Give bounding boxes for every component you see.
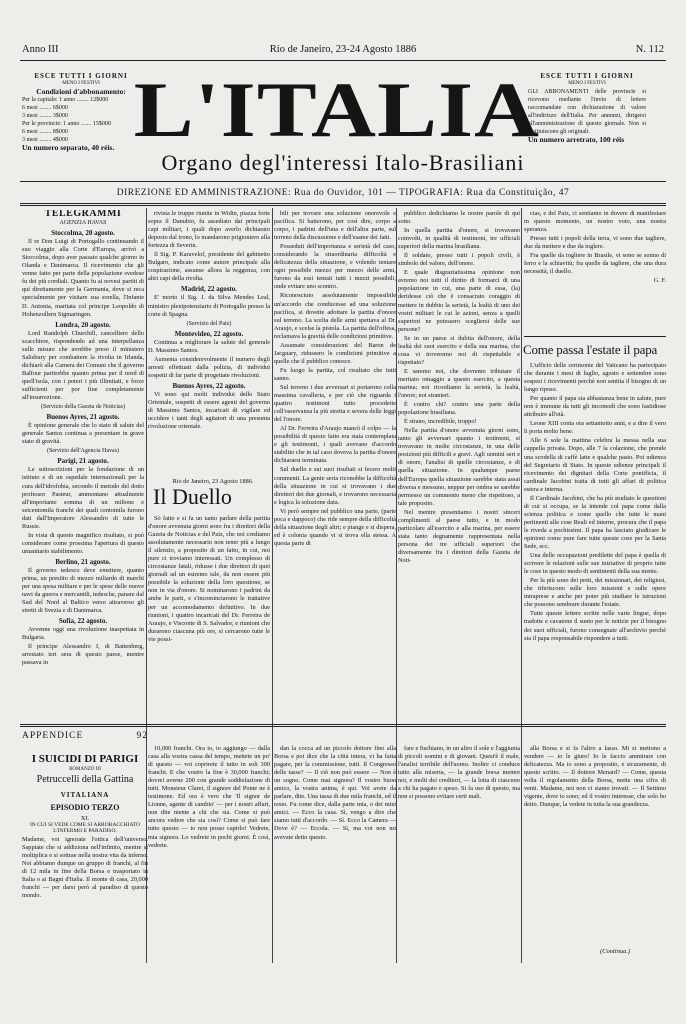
source-line: (Servizio della Gazeta de Noticias) [41, 404, 125, 411]
novel-text: Madame, voi ignorate l'ottica dell'universo. Sappiate che si addiziona nell'infinito, mentre si moltiplica e si sottrae nella nostra vita da inferno. Noi abbiamo dunque un gruppo di franchi, al fin di 12 mila in fine della Borsa e trasportato in Italia o ai Bagni d'Italia. Il monte di casa, 20,000 franchi — per darsi però al paradiso di questo mondo. [22, 836, 148, 899]
paragraph: alla Borsa e si fa l'altro a lasso. Mi si mettono a vendere — io le giuro! Io le faccio ammirare con delicatezza. Ma io sono a proposito, e sicuramente, di questo scritto. — Il dottore Menard? — Come, questa volta il regolamento della Borsa, mette una cifra di venti. Madame, noi non ci siamo trovati. — Il Settimo vigente, dove io sono; ed il vostro interesse, che solo ho detto. Dunque, la vedete in tutta la sua grandezza. [524, 745, 666, 809]
source-line: (Servizio dell'Agencia Havas) [46, 448, 120, 455]
paragraph: Posseduti dell'importanza e serietà del caso, considerando la straordinaria difficoltà e delicatezza della situazione, e volendo tentare ogni possibile mezzo per mezzo delle armi, furono da essi tentati tutti i mezzi possibili, onde evitare uno scontro. [274, 243, 396, 291]
paragraph: 10,000 franchi. Ora io, io aggiungo — dalla casa alla vostra cassa del tempo, mettete un po' di questo — voi coprirete il tutto in soli 300 franchi. E che vostro la fine è 30,000 franchi; dovrei averne 200 con grande soddisfazione di tutti. Monsieur Claret, il signore del Ponte ne è testimone. Ed ora è vero che 'Il signor de Lionne, agente di cambio' — per i nostri affari, non dite niente a chi che sia. Come si può ancora vedere che sia così? Come si può fare tutto questo — io non posso capirlo! Vedrete, mia signora. Lo vedrete in pochi giorni. È così, vedrete. [148, 745, 270, 849]
paragraph: In quella partita d'onore, si trovavano coinvolti, in qualità di testimoni, tre ufficiali superiori della marina brasiliana. [398, 227, 520, 251]
novel-title: I SUICIDI DI PARIGI [31, 753, 139, 765]
paragraph: E quale disgraziatissima opinione non avremo noi tutti il diritto di formarci di una popolazione in cui, una parte di essa, (la) deridesse ciò che è consacrato coraggio di mettere in dubbio la serietà, la lealtà di uno dei vostri militari le cui le azioni, senza a quelli superiori ne potessero scegliersi delle sue persone? [398, 269, 520, 333]
duello-dateline: Rio de Janeiro, 23 Agosto 1886. [172, 478, 254, 485]
paragraph: Vi sono qui molti individui dello Stato Orientale, sospetti di essere agenti del governo di Massimo Santos, incaricati di vigilare ed uccidere i tanti degli agitatori di una presunta rivoluzione orientale. [148, 390, 270, 431]
paragraph: Sul duello e sui suoi risultati si fecero molti commenti. La gente seria riconobbe la difficoltà della situazione in cui si trovavano i due direttori dei due giornali, e trovarono necessaria e logica la soluzione data. [274, 466, 396, 506]
box-text: GLI ABBONAMENTI delle provincie si ricevono mediante l'invio di lettere raccomandate con dichiarazione di valore all'indirizzo dell'Italia. Per annunzi, dirigersi all'amministrazione di questo giornale. Non si restituiscono gli originali. [528, 89, 646, 135]
paragraph: pubblico dedichiamo le nostre parole di qui sotto. [398, 210, 520, 226]
paragraph: Lord Randolph Churchill, cancelliere dello scacchiere, rispondendo ad una interpellanza sulle misure che avrebbe preso il ministero Salisbury per combattere la rivolta in Irlanda, dichiarò alla Camera dei Comuni che il governo Balfour partirebbe quanto prima per il nord di quell'isola, con i poteri i più illimitati, e forze sufficienti per por fine completamente all'insurrezione. [22, 329, 144, 402]
price-line: 3 mesi ........ 3$000 [22, 113, 68, 119]
serial-column-2 [148, 745, 270, 945]
source-line: (Servizio del Paiz) [186, 320, 232, 327]
serial-column-5 [524, 745, 666, 945]
duello-title: Il Duello [153, 484, 232, 509]
issue-year: Anno III [22, 44, 59, 55]
masthead-rule [20, 181, 666, 182]
paragraph: Il soldato, presso tutti i popoli civili, è simbolo del valore, dell'onore. [398, 252, 520, 268]
subscription-box-left [22, 72, 140, 152]
appendice-label [22, 731, 148, 741]
paragraph: Assumate considerazioni del Baron de Jacguary, ridussero le condizioni primitive a quelle che il pubblico conosce. [274, 341, 396, 365]
price-line: Per le provincie: 1 anno ....... 15$000 [22, 121, 111, 127]
paragraph: È opinione generale che lo stato di salute del generale Santos continua a presentare in grave stato di gravità. [22, 422, 144, 446]
paragraph: cias, e del Paiz, ci sentiamo in dovere di manifestare in questo momento, un nostro voto, una nostra speranza. [524, 210, 666, 234]
paragraph: Al Dr. Ferreira d'Araujo mancò il colpo — la possibilità di questo fatto era stata contemplata e gli testimonii, i quali avevano d'accordo stabilito che in tal caso doveva la partita d'onore dichiararsi terminata. [274, 425, 396, 465]
novel-by: ROMANZO DI [69, 767, 101, 772]
novel-episode: EPISODIO TERZO [50, 803, 120, 812]
estate-title: Come passa l'estate il papa [523, 342, 658, 357]
paragraph: fare e fischiano, in un altro il sole e l'aggiunta di piccoli uomini e di giovani. Quest'è il male, l'analisi terribile dell'uomo. Inoltre ci conduce tutto alla miseria, — la grande borsa mentre noi, e molti dei creditori, — la lotta di ciascuno a chi ha pagato e speso. Si fa uso di questo, ma non si possono evitare certi mali. [398, 745, 520, 801]
novel-part: VITALIANA [60, 791, 110, 799]
paragraph: Sul terreno i due avversari si portarono colla massima cavalleria, e per ciò che riguarda i quattro testimoni tutto procedette coll'osservanza la più stretta e severa delle leggi del l'onore. [274, 383, 396, 424]
page-bottom-margin [0, 969, 686, 1024]
duello-article [148, 515, 270, 722]
box-sub: MENO I FESTIVI [568, 81, 606, 86]
agency-label: AGENZIA HAVAS [59, 220, 107, 227]
paragraph: Tutte queste lettere scritte nelle varie lingue, dopo tradotte e cavatone il sunto per le notizie per il bisogno dei suoi ufficiali, furono consegnate all'archivio perchè sia il papa responsabile rispondere a tutti. [524, 610, 666, 642]
section-rule [524, 336, 666, 337]
paragraph: Il principe Alessandro I, di Battenberg, arrestato ieri sera di questo paese, mentre passava in [22, 643, 144, 667]
paragraph: Avvenne oggi una rivoluzione inaspettata in Bulgaria. [22, 626, 144, 642]
paragraph: Nel mentre presentiamo i nostri sinceri complimenti al paese tutto, e in modo particolare all'esercito e alla marina, per essere stata tanto degnamente rappresentata nella persona dei tre ufficiali superiori che diversamente fra i direttori della Gazeta de Noti- [398, 508, 520, 564]
signature-initials: G. F. [653, 277, 666, 285]
issue-date: Rio de Janeiro, 23-24 Agosto 1886 [269, 44, 417, 55]
newspaper-subtitle: Organo degl'interessi Italo-Brasiliani [161, 150, 525, 175]
paragraph: Il re Don Luigi di Portogallo continuando il suo viaggio alla Corte d'Europa, arrivò a Stoccolma, dopo aver passato qualche giorno in Olanda e Danimarca. Il ricevimento che gli venne fatto per parte della popolazione svedese fu dei più cordiali. Quanto fu ai novesi partiti di qui direttamente per la Germania, dove si reca specialmente per visitare sua sorella, l'Infante D. Antonia, maritata col principe Leopoldo di Hohenzollern Sigmaringen. [22, 238, 144, 318]
novel-chapter: XI. [80, 815, 90, 822]
single-copy-price: Un numero separato, 40 réis. [22, 143, 115, 152]
paragraph: E saremo noi, che dovremo tributare il meritato omaggio a questo esercito, a questa marina; noi ricordiamo la serietà, la lealtà, l'onore; noi stranieri. [398, 367, 520, 400]
paragraph: Nella partita d'onore avvenuta giorni sono, tanto gli avversari quanto i testimoni, si trovavano in molte circostanze, in una delle posizioni più difficili e gravi. Agli uomini seri e di onore, l'analisi di quelle circostanze, e di quella situazione. In qualunque paese dell'Europa quella situazione sarebbe stata assai diversa e messuno, neppur per ombra se sarebbe permesso un commento meno che rispettoso, a tale proposito. [398, 427, 520, 507]
box-sub: MENO I FESTIVI [62, 81, 100, 86]
column-3 [274, 210, 396, 722]
paragraph: Il governo tedesco deve emettere, quanto prima, un prestito di mezzo miliardo di marchi per una spesa militare e per le spese delle nuove navi da guerra e mercantili, tedesche, panare dal Sud del Nord al Baltico verso attraverso gli stretti di Svezia e di Danimarca. [22, 566, 144, 615]
masthead-double-rule [20, 203, 666, 206]
column-2 [148, 210, 270, 475]
appendice-number: 92 [136, 731, 148, 741]
subscription-box-right [528, 72, 646, 144]
column-divider [272, 208, 273, 963]
serial-column-4 [398, 745, 520, 945]
back-issue-price: Un numero arretrato, 100 réis [528, 135, 625, 144]
column-divider [521, 208, 522, 963]
dateline: Buenos Ayres, 21 agosto. [46, 413, 120, 422]
issue-number: N. 112 [635, 44, 664, 55]
newspaper-title: L'ITALIA [133, 66, 541, 153]
paragraph: L'ufficio delle cerimonie del Vaticano ha partecipato che durante i mesi di luglio, agosto e settembre sono sospesi i ricevimenti perchè non sentita il bisogno di un lungo riposo. [524, 362, 666, 394]
direction-line: DIREZIONE ED AMMINISTRAZIONE: Rua do Ouvidor, 101 — TIPOGRAFIA: Rua da Constituição, 47 [116, 188, 570, 198]
paragraph: Per quanto il papa sia abbastanza bene in salute, pure non è immune da tutti gli incomodi che sono fastidiose attribuire all'età. [524, 395, 666, 419]
price-line: 6 mesi ........ 6$000 [22, 105, 68, 111]
appendice-text: APPENDICE [22, 731, 84, 741]
paragraph: Riconosciuto assolutamente impossibile un'accordo che conducesse ad una soluzione pacifica, si dovette adottare la partita d'onore sul terreno. La scelta delle armi spettava al Dr. Araujo, e scelse la pistola. La partita dell'offesa, reclamava la gravità delle condizioni primitive. [274, 292, 396, 340]
price-line: 6 mesi ........ 8$000 [22, 129, 68, 135]
paragraph: Leone XIII conta ora settantotto anni, e a dire il vero li porta molto bene. [524, 420, 666, 436]
paragraph: Se in un paese si dubita dell'onore, della lealtà dei suoi esercito e della sua marina, che cosa vi troveremo noi di rispettabile e rispettato? [398, 334, 520, 366]
paragraph: E' morto il Sig. J. da Silva Mendes Leal, ministro plenipotenziario di Portogallo presso la corte di Spagna. [148, 294, 270, 318]
estate-article [524, 362, 666, 722]
conditions-title: Condizioni d'abbonamento: [36, 87, 126, 96]
column-divider [396, 208, 397, 963]
column-telegrams [22, 210, 144, 725]
paragraph: Una delle occupazioni predilette del papa è quella di scrivere le relazioni sulle sue iniziative di proprio tutte le cose in questo modo di sentimenti della sua mente. [524, 552, 666, 576]
dateline: Montevideo, 22 agosto. [174, 329, 244, 338]
paragraph: Il Sig. P. Karavelof, presidente del gabinetto Bulgaro, indicato come autore principale alla cospirazione, assunse allora la reggenza, con altri capi della rivolta. [148, 251, 270, 283]
price-line: Per la capitale: 1 anno ........ 12$000 [22, 97, 109, 103]
appendice-rule [20, 724, 666, 727]
dateline: Sofia, 22 agosto. [58, 617, 108, 626]
dateline: Parigi, 21 agosto. [57, 457, 109, 466]
paragraph: Fu luogo la partita, col risultato che tutti sanno. [274, 366, 396, 382]
paragraph: Aumenta considerevolmente il numero degli arresti effettuati dalla polizia, di individui sospetti di far parte di progettate rivoluzioni. [148, 355, 270, 379]
paragraph: Continua a migliorare la salute del generale D. Massimo Santos. [148, 338, 270, 354]
price-line: 3 mesi ........ 4$000 [22, 137, 68, 143]
paragraph: Fra quelle da togliere in Brasile, vi sono se sonno di ferro e la schiavitù; fra quelle da tagliere, che una dura necessità, il duello. [524, 252, 666, 276]
box-heading: ESCE TUTTI I GIORNI [34, 72, 128, 80]
paragraph: Presso tutti i popoli della terra, vi sono due tagliere, due da mettere e due da toglere. [524, 235, 666, 251]
paragraph: Vi però sempre nel pubblico una parte, (parte poca e dappoco) che ride sempre della difficoltà della situazione degli altri; e piange e si dispera, ed è colonia quando vi si trova ella stessa. A questa parte di [274, 507, 396, 547]
column-5-top [524, 210, 666, 332]
novel-author: Petruccelli della Gattina [36, 774, 134, 785]
continua-label: (Continua.) [600, 948, 631, 955]
dateline: Berlino, 21 agosto. [55, 557, 111, 566]
paragraph: È strano, incredibile, troppo! [404, 418, 477, 426]
dateline: Londra, 20 agosto. [55, 320, 111, 329]
top-rule [20, 60, 666, 61]
box-heading: ESCE TUTTI I GIORNI [540, 72, 634, 80]
paragraph: Per la più sono dei preti, dei missionari, dei religiosi, che riferiscono sulle loro missioni e sulle opere intraprese e anche per poter più studiare le istruzioni che possono sembrare durante l'estate. [524, 577, 666, 609]
dateline: Madrid, 22 agosto. [181, 285, 237, 294]
paragraph: Sò fatto e si fa un tanto parlare della partita d'onore avvenuta giorni sono fra i direttori della Gazeta de Noticias e del Paiz, che noi crediamo assolutamente necessario non tener più a lungo il silenzio, a proposito di un fatto, in cui, noi pure ci troviamo interessati. Un complesso di circostanze fatali, ridusse i due direttori di quei giornali ad un estremo tale, da non essere più possibile la soluzione della loro questione, se non in via d'onore. Si nominarono i padrini da ambe le parti, e s'incominciarono le trattative per un accomodamento definitivo. In due riunioni, i quattro incaricati del Dr. Ferreira de Araujo, e Visconte di S. Salvador, e riunioni che durarono ciascuna più ore, si cercarono tutte le vie possi- [148, 515, 270, 643]
chapter-subtitle: IN CUI SI VEDE COME SI ARROBACCHIATO L'INFERMO E PARADISO. [29, 822, 141, 834]
paragraph: Il Cardinale Jacobini, che ha più studiato le questioni di cui si occupa, se la intende col papa come dalla scienza politica e come quello che tutte le mani pertinenti alle cose Reali ed interne, procura che il papa le riveda a pochissimi. Il papa ha lasciato giudicare le opinioni come pure fare tutte queste cose per la Santa Sede, ecc. [524, 494, 666, 551]
paragraph: In vista di questo magnifico risultato, si può considerare come prossima l'apertura di questo umanitario stabilimento. [22, 531, 144, 555]
dateline: Buenos Ayres, 22 agosto. [172, 381, 246, 390]
dateline: Stoccolma, 20 agosto. [51, 229, 115, 238]
telegrams-heading: TELEGRAMMI [44, 210, 122, 219]
paragraph: bili per trovare una soluzione onorevole e pacifica. Si batterono, per così dire, corpo a corpo, i padrini dell'una e dell'altra parte, sul terreno della discussione e dell'esame dei fatti. [274, 210, 396, 242]
paragraph: È contro chi? contro una parte della popolazione brasiliana. [398, 401, 520, 417]
paragraph: rivista le truppe riunite in Widin, piazza forte sopra il Danubio, fu assediato dai principali capi militari, i quali dopo averlo dichiarato deposto dal trono, lo mandarono prigioniero alla fortezza di Severin. [148, 210, 270, 250]
paragraph: Le sottoscrizioni per la fondazione di un istituto e di un ospedale internazionali per la cura dell'idrofobia, secondo il metodo del dotto professor Pasteur, ammontano attualmente all'importante somma di un milione e seicentomila franchi dei quali centomila furono dati dall'Imperatore Alessandro di tutte le Russie. [22, 466, 144, 530]
serial-column-3 [274, 745, 396, 945]
paragraph: Alle 6 sole la mattina celebra la messa nella sua cappella privata. Dopo, alle 7 la colazione, che prende una scodella di caffè latte e qualche pasto. Poi udienza del Segretario di Stato. In queste udienze principali il ricevimento dei dignitari della Corte pontificia, il cardinale Jacobini tratta di tutti gli affari di politica estera e interna. [524, 437, 666, 493]
serial-novel [22, 745, 148, 931]
paragraph: dan la cocca ad un piccolo dottore fino alla Borsa e poi dice che la città intera, vi ha fatta pagare, per la commissione, tutti. Il Congresso delle tasse? — Il ciò non può essere — Non è un sogno. Come mai signora? Il vostro buon amico, la vostra anima, è qui. Voi avete da parlare, dite. Una tassa di due mila franchi, ed il resto. Fu come dice, dalla parte mia, o dei miei amici. — Ecco la casa. Sì, vengo a dire che siamo tutti d'accordo. — Sì. Ecco la Camera — Dove è? — Eccola. — Sì, ma voi non mi avevate detto questo. [274, 745, 396, 841]
column-4 [398, 210, 520, 722]
